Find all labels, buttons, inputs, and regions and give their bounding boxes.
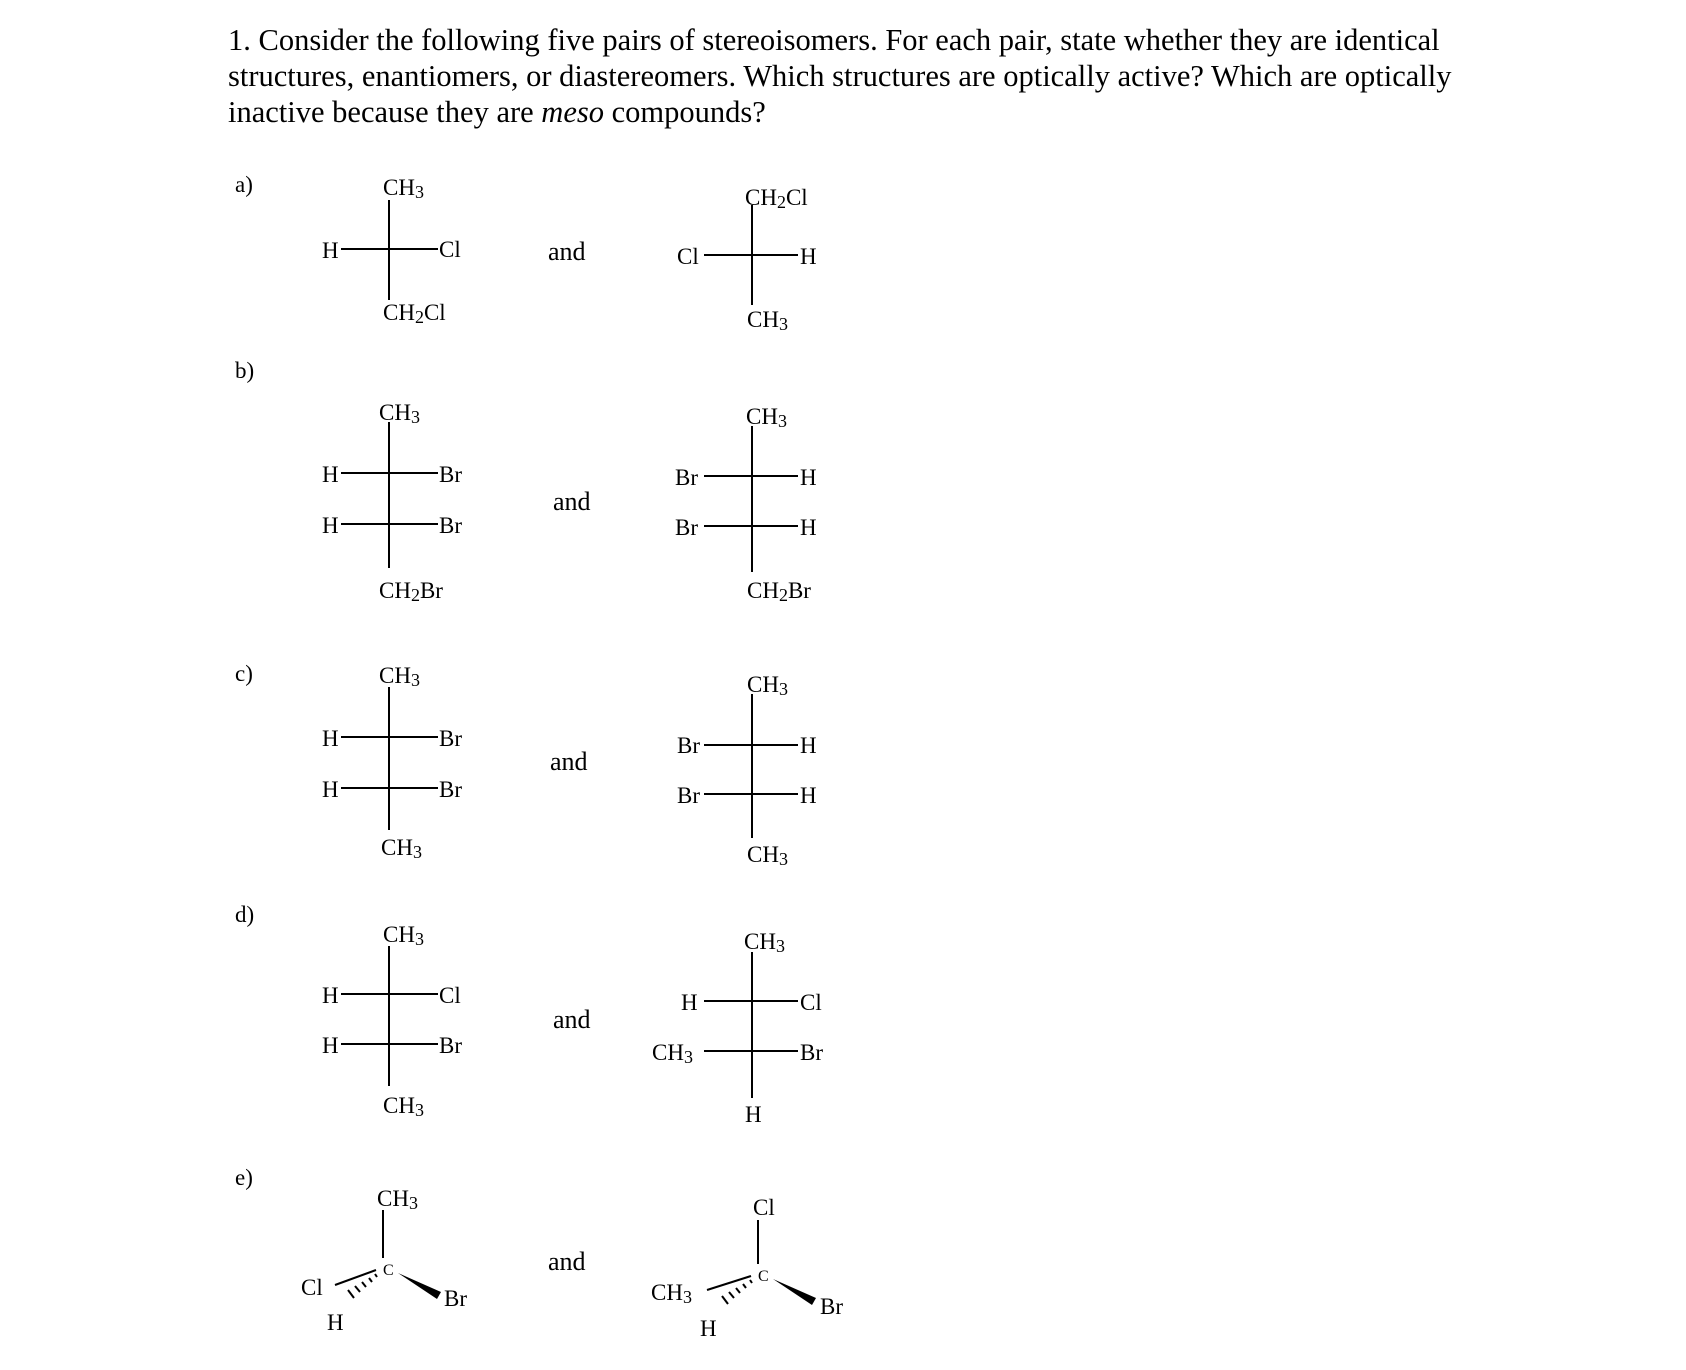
top-group: Cl — [753, 1195, 775, 1220]
top-group: CH3 — [377, 1186, 418, 1213]
wedge-structure-left — [301, 1186, 467, 1335]
right-substituent: H — [800, 515, 817, 540]
pair-d — [235, 902, 823, 1127]
right-substituent: H — [800, 733, 817, 758]
wedge-bond — [398, 1273, 441, 1299]
left-substituent: H — [322, 238, 339, 263]
wedge-bond — [773, 1279, 816, 1305]
left-substituent: Cl — [677, 244, 699, 269]
right-substituent: Br — [439, 462, 462, 487]
pair-c — [235, 661, 817, 869]
right-substituent: Br — [439, 777, 462, 802]
top-group: CH3 — [383, 175, 424, 202]
pair-label: a) — [235, 172, 253, 197]
left-substituent: Br — [677, 733, 700, 758]
bottom-group: H — [745, 1102, 762, 1127]
left-substituent: H — [322, 462, 339, 487]
left-substituent: H — [322, 513, 339, 538]
left-substituent: CH3 — [651, 1280, 692, 1307]
right-substituent: H — [800, 465, 817, 490]
right-substituent: Cl — [439, 983, 461, 1008]
center-atom: C — [758, 1268, 769, 1285]
right-substituent: Br — [439, 513, 462, 538]
fischer-projection-left — [322, 175, 461, 327]
left-substituent: Cl — [301, 1275, 323, 1300]
fischer-projection-left — [322, 922, 462, 1120]
and-connector: and — [553, 1005, 591, 1034]
left-substituent: H — [322, 726, 339, 751]
pair-e — [235, 1165, 843, 1341]
fischer-projection-right — [675, 404, 817, 605]
left-substituent: CH3 — [652, 1040, 693, 1067]
pair-label: d) — [235, 902, 255, 927]
right-substituent: H — [800, 244, 817, 269]
bottom-group: CH3 — [747, 307, 788, 334]
top-group: CH3 — [747, 672, 788, 699]
top-group: CH3 — [383, 922, 424, 949]
pair-a — [235, 172, 817, 334]
left-substituent: H — [322, 1033, 339, 1058]
left-substituent: Br — [675, 515, 698, 540]
pair-b — [235, 358, 817, 605]
hashed-substituent: H — [327, 1310, 344, 1335]
center-atom: C — [383, 1262, 394, 1279]
left-substituent: Br — [677, 783, 700, 808]
and-connector: and — [548, 1247, 586, 1276]
and-connector: and — [548, 237, 586, 266]
and-connector: and — [553, 487, 591, 516]
pair-label: e) — [235, 1165, 253, 1190]
bottom-group: CH3 — [381, 835, 422, 862]
question-number: 1. — [228, 23, 251, 57]
fischer-projection-right — [677, 185, 817, 334]
left-substituent: H — [681, 990, 698, 1015]
right-substituent: H — [800, 783, 817, 808]
bottom-group: CH3 — [383, 1093, 424, 1120]
top-group: CH3 — [744, 929, 785, 956]
bottom-group: CH3 — [747, 842, 788, 869]
right-substituent: Br — [800, 1040, 823, 1065]
question-body: Consider the following five pairs of stereoisomers. For each pair, state whether they are identical structures, enantiomers, or diastereomers. Which structures are optically active? Which are optically inactive because they are — [228, 23, 1452, 129]
pair-label: b) — [235, 358, 255, 383]
hashed-substituent: H — [700, 1316, 717, 1341]
top-group: CH3 — [379, 663, 420, 690]
wedge-substituent: Br — [444, 1286, 467, 1311]
question-ending: compounds? — [603, 95, 766, 129]
top-group: CH2Cl — [745, 185, 808, 212]
bottom-group: CH2Cl — [383, 300, 446, 327]
bottom-group: CH2Br — [379, 578, 443, 605]
top-group: CH3 — [379, 400, 420, 427]
fischer-projection-left — [322, 663, 462, 862]
left-substituent: H — [322, 983, 339, 1008]
wedge-structure-right — [651, 1195, 843, 1341]
right-substituent: Br — [439, 1033, 462, 1058]
bottom-group: CH2Br — [747, 578, 811, 605]
question-emphasis: meso — [541, 95, 604, 129]
left-substituent: Br — [675, 465, 698, 490]
fischer-projection-left — [322, 400, 462, 605]
right-substituent: Cl — [439, 237, 461, 262]
right-substituent: Cl — [800, 990, 822, 1015]
fischer-projection-right — [677, 672, 817, 869]
fischer-projection-right — [652, 929, 823, 1127]
wedge-substituent: Br — [820, 1294, 843, 1319]
left-substituent: H — [322, 777, 339, 802]
and-connector: and — [550, 747, 588, 776]
pair-label: c) — [235, 661, 253, 686]
top-group: CH3 — [746, 404, 787, 431]
right-substituent: Br — [439, 726, 462, 751]
